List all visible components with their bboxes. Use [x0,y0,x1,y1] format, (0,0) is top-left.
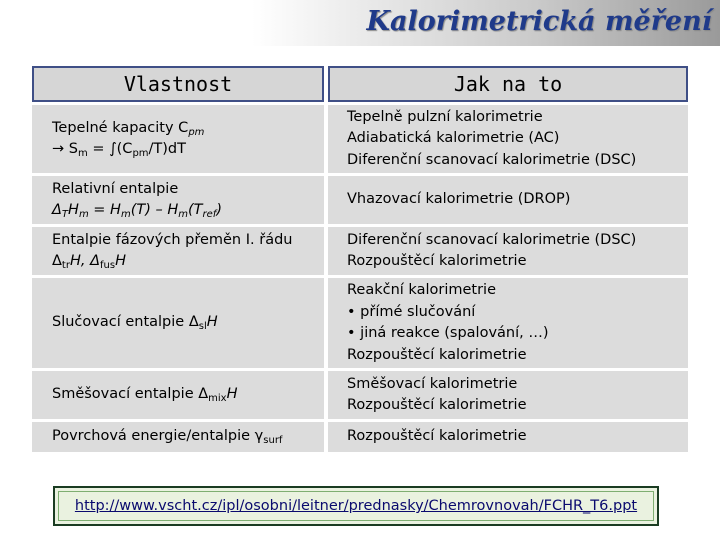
method-line: Rozpouštěcí kalorimetrie [347,253,527,269]
line: Povrchová energie/entalpie $\gamma_{surf}$ [52,428,283,447]
method-line: Vhazovací kalorimetrie (DROP) [347,191,571,208]
method-line: • jiná reakce (spalování, …) [347,325,549,341]
row-surface-energy-method [328,422,688,452]
row-relative-enthalpy-method [328,176,688,224]
method-line: • přímé slučování [347,303,476,320]
line: Relativní entalpie [52,180,179,197]
method-line: Směšovací kalorimetrie [347,375,518,392]
line: Slučovací entalpie $\Delta_{sl}H$ [52,314,218,333]
line: Entalpie fázových přeměn I. řádu [52,231,293,248]
method-line: Reakční kalorimetrie [347,282,496,298]
method-line: Rozpouštěcí kalorimetrie [347,346,527,363]
row-phase-transition-method [328,227,688,275]
line: $\Delta_TH_m = H_m(T) - H_m(T_{ref})$ [52,202,222,220]
source-link-inner [58,491,654,521]
method-line: Diferenční scanovací kalorimetrie (DSC) [347,231,637,248]
title-bar [0,0,720,46]
row-relative-enthalpy-property [32,176,324,224]
header-property: Vlastnost [32,66,324,102]
method-line: Rozpouštěcí kalorimetrie [347,397,527,413]
row-formation-enthalpy-property [32,278,324,368]
header-method: Jak na to [328,66,688,102]
line: Směšovací entalpie $\Delta_{mix}H$ [52,386,238,405]
line: $\Delta_{tr}H$, $\Delta_{fus}H$ [52,253,126,271]
method-line: Tepelně pulzní kalorimetrie [347,108,543,125]
line: → $S_m = \int(C_{pm}/T)dT$ [52,141,186,159]
row-phase-transition-property [32,227,324,275]
row-mixing-enthalpy-property [32,371,324,419]
method-line: Diferenční scanovací kalorimetrie (DSC) [347,151,637,168]
method-line: Adiabatická kalorimetrie (AC) [347,130,560,147]
row-formation-enthalpy-method [328,278,688,368]
row-heat-capacity-property [32,105,324,173]
row-mixing-enthalpy-method [328,371,688,419]
line: Tepelné kapacity $C_{pm}$ [52,119,205,138]
slide-title: Kalorimetrická měření [366,6,712,37]
row-surface-energy-property [32,422,324,452]
source-link[interactable]: http://www.vscht.cz/ipl/osobni/leitner/prednasky/Chemrovnovah/FCHR_T6.ppt [74,498,638,514]
source-link-box [53,486,659,526]
row-heat-capacity-method [328,105,688,173]
method-line: Rozpouštěcí kalorimetrie [347,428,527,445]
